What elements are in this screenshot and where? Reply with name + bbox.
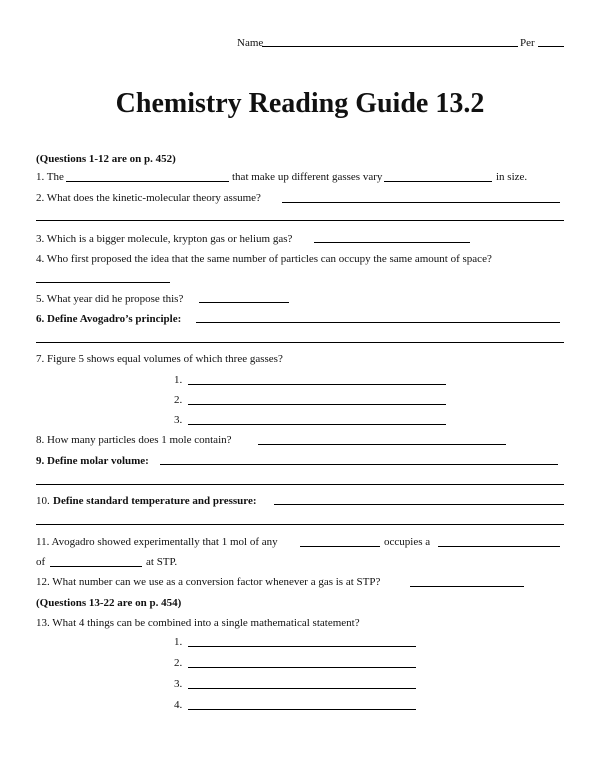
- q11-text-of: of: [36, 556, 46, 568]
- q9-blank-1[interactable]: [160, 464, 558, 465]
- q7-item-number: 1.: [174, 374, 183, 386]
- q10-blank-2[interactable]: [36, 524, 564, 525]
- q6-blank-2[interactable]: [36, 342, 564, 343]
- q4-blank[interactable]: [36, 282, 170, 283]
- q13-item-number: 4.: [174, 699, 183, 711]
- period-label: Per: [520, 37, 535, 49]
- section-heading-2: (Questions 13-22 are on p. 454): [36, 597, 182, 609]
- q1-text-end: in size.: [496, 171, 528, 183]
- q10-number: 10.: [36, 495, 50, 507]
- q1-text-middle: that make up different gasses vary: [232, 171, 383, 183]
- period-blank[interactable]: [538, 46, 564, 47]
- q5-text: 5. What year did he propose this?: [36, 293, 184, 305]
- q11-text-start: 11. Avogadro showed experimentally that 1 mol of any: [36, 536, 278, 548]
- q13-blank-3[interactable]: [188, 688, 416, 689]
- q10-blank-1[interactable]: [274, 504, 564, 505]
- q13-blank-1[interactable]: [188, 646, 416, 647]
- q13-blank-4[interactable]: [188, 709, 416, 710]
- q13-text: 13. What 4 things can be combined into a single mathematical statement?: [36, 617, 360, 629]
- q12-text: 12. What number can we use as a conversion factor whenever a gas is at STP?: [36, 576, 381, 588]
- q8-text: 8. How many particles does 1 mole contain?: [36, 434, 232, 446]
- q7-item-number: 3.: [174, 414, 183, 426]
- q9-blank-2[interactable]: [36, 484, 564, 485]
- q8-blank[interactable]: [258, 444, 506, 445]
- q3-blank[interactable]: [314, 242, 470, 243]
- q2-blank-2[interactable]: [36, 220, 564, 221]
- q7-blank-3[interactable]: [188, 424, 446, 425]
- q11-blank-3[interactable]: [50, 566, 142, 567]
- q5-blank[interactable]: [199, 302, 289, 303]
- name-label: Name: [237, 37, 264, 49]
- q13-item-number: 3.: [174, 678, 183, 690]
- q13-item-number: 2.: [174, 657, 183, 669]
- q3-text: 3. Which is a bigger molecule, krypton gas or helium gas?: [36, 233, 293, 245]
- q4-text: 4. Who first proposed the idea that the same number of particles can occupy the same amount of space?: [36, 253, 492, 265]
- q7-item-number: 2.: [174, 394, 183, 406]
- q11-text-end: at STP.: [146, 556, 178, 568]
- q7-blank-1[interactable]: [188, 384, 446, 385]
- q1-blank-1[interactable]: [66, 181, 229, 182]
- q11-text-middle: occupies a: [384, 536, 431, 548]
- q6-text: 6. Define Avogadro’s principle:: [36, 313, 182, 325]
- q2-text: 2. What does the kinetic-molecular theory assume?: [36, 192, 261, 204]
- q7-text: 7. Figure 5 shows equal volumes of which three gasses?: [36, 353, 283, 365]
- q13-item-number: 1.: [174, 636, 183, 648]
- q1-text-start: 1. The: [36, 171, 64, 183]
- q12-blank[interactable]: [410, 586, 524, 587]
- q2-blank-1[interactable]: [282, 202, 560, 203]
- page-title: Chemistry Reading Guide 13.2: [115, 88, 485, 119]
- q10-text: Define standard temperature and pressure:: [53, 495, 257, 507]
- q7-blank-2[interactable]: [188, 404, 446, 405]
- q6-blank-1[interactable]: [196, 322, 560, 323]
- q11-blank-2[interactable]: [438, 546, 560, 547]
- q11-blank-1[interactable]: [300, 546, 380, 547]
- q13-blank-2[interactable]: [188, 667, 416, 668]
- q1-blank-2[interactable]: [384, 181, 492, 182]
- name-blank[interactable]: [262, 46, 518, 47]
- q9-text: 9. Define molar volume:: [36, 455, 149, 467]
- section-heading-1: (Questions 1-12 are on p. 452): [36, 153, 176, 165]
